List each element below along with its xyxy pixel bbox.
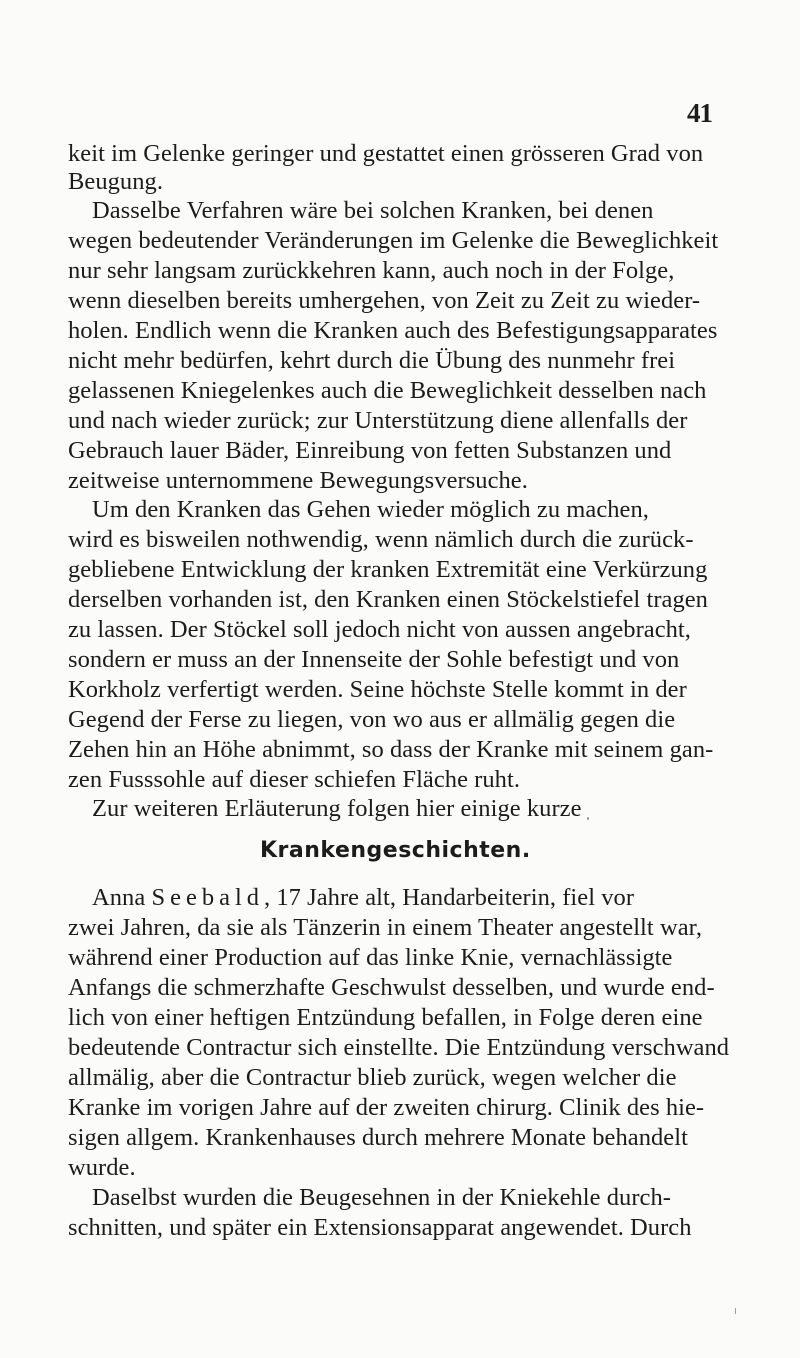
text-line: nicht mehr bedürfen, kehrt durch die Übung des nunmehr frei — [68, 347, 676, 374]
text-line: zeitweise unternommene Bewegungsversuche. — [68, 467, 528, 494]
text-line: Kranke im vorigen Jahre auf der zweiten chirurg. Clinik des hie- — [68, 1094, 705, 1121]
text-line: zu lassen. Der Stöckel soll jedoch nicht von aussen angebracht, — [68, 616, 691, 643]
text-line: Zur weiteren Erläuterung folgen hier einige kurze — [92, 795, 582, 822]
text-line: Daselbst wurden die Beugesehnen in der Kniekehle durch- — [92, 1184, 671, 1211]
patient-name: Seebald — [151, 884, 265, 911]
paper-speck — [587, 817, 589, 820]
text-line: nur sehr langsam zurückkehren kann, auch noch in der Folge, — [68, 257, 675, 284]
text-line: wird es bisweilen nothwendig, wenn nämlich durch die zurück- — [68, 526, 694, 553]
text-line: Dasselbe Verfahren wäre bei solchen Kranken, bei denen — [92, 197, 654, 224]
text-line: bedeutende Contractur sich einstellte. Die Entzündung verschwand — [68, 1034, 730, 1061]
text-line: allmälig, aber die Contractur blieb zurück, wegen welcher die — [68, 1064, 677, 1091]
text-line: Zehen hin an Höhe abnimmt, so dass der Kranke mit seinem gan- — [68, 736, 714, 763]
text-line: Um den Kranken das Gehen wieder möglich zu machen, — [92, 496, 649, 523]
case-first-line — [92, 883, 634, 913]
text-line: schnitten, und später ein Extensionsapparat angewendet. Durch — [68, 1214, 692, 1241]
text-line: während einer Production auf das linke Knie, vernachlässigte — [68, 944, 673, 971]
case-suffix: , 17 Jahre alt, Handarbeiterin, fiel vor — [264, 884, 635, 911]
text-line: und nach wieder zurück; zur Unterstützung diene allenfalls der — [68, 407, 688, 434]
case-prefix: Anna — [92, 884, 152, 911]
text-line: zwei Jahren, da sie als Tänzerin in einem Theater angestellt war, — [68, 914, 703, 941]
text-line: Gegend der Ferse zu liegen, von wo aus er allmälig gegen die — [68, 706, 676, 733]
text-line: sondern er muss an der Innenseite der Sohle befestigt und von — [68, 646, 680, 673]
text-line: gelassenen Kniegelenkes auch die Beweglichkeit desselben nach — [68, 377, 707, 404]
page-number: 41 — [687, 98, 712, 128]
text-line: Anfangs die schmerzhafte Geschwulst desselben, und wurde end- — [68, 974, 715, 1001]
text-line: keit im Gelenke geringer und gestattet einen grösseren Grad von — [68, 140, 704, 167]
text-line: lich von einer heftigen Entzündung befallen, in Folge deren eine — [68, 1004, 703, 1031]
text-line: gebliebene Entwicklung der kranken Extremität eine Verkürzung — [68, 556, 708, 583]
text-line: wurde. — [68, 1154, 136, 1181]
text-line: Gebrauch lauer Bäder, Einreibung von fetten Substanzen und — [68, 437, 672, 464]
text-line: holen. Endlich wenn die Kranken auch des Befestigungsapparates — [68, 317, 718, 344]
text-line: zen Fusssohle auf dieser schiefen Fläche ruht. — [68, 766, 521, 793]
text-line: sigen allgem. Krankenhauses durch mehrere Monate behandelt — [68, 1124, 688, 1151]
text-line: wenn dieselben bereits umhergehen, von Zeit zu Zeit zu wieder- — [68, 287, 701, 314]
text-line: wegen bedeutender Veränderungen im Gelenke die Beweglichkeit — [68, 227, 719, 254]
section-heading: Krankengeschichten. — [260, 838, 531, 863]
text-line: derselben vorhanden ist, den Kranken einen Stöckelstiefel tragen — [68, 586, 708, 613]
text-line: Beugung. — [68, 168, 163, 195]
paper-speck — [735, 1308, 736, 1314]
text-line: Korkholz verfertigt werden. Seine höchste Stelle kommt in der — [68, 676, 687, 703]
